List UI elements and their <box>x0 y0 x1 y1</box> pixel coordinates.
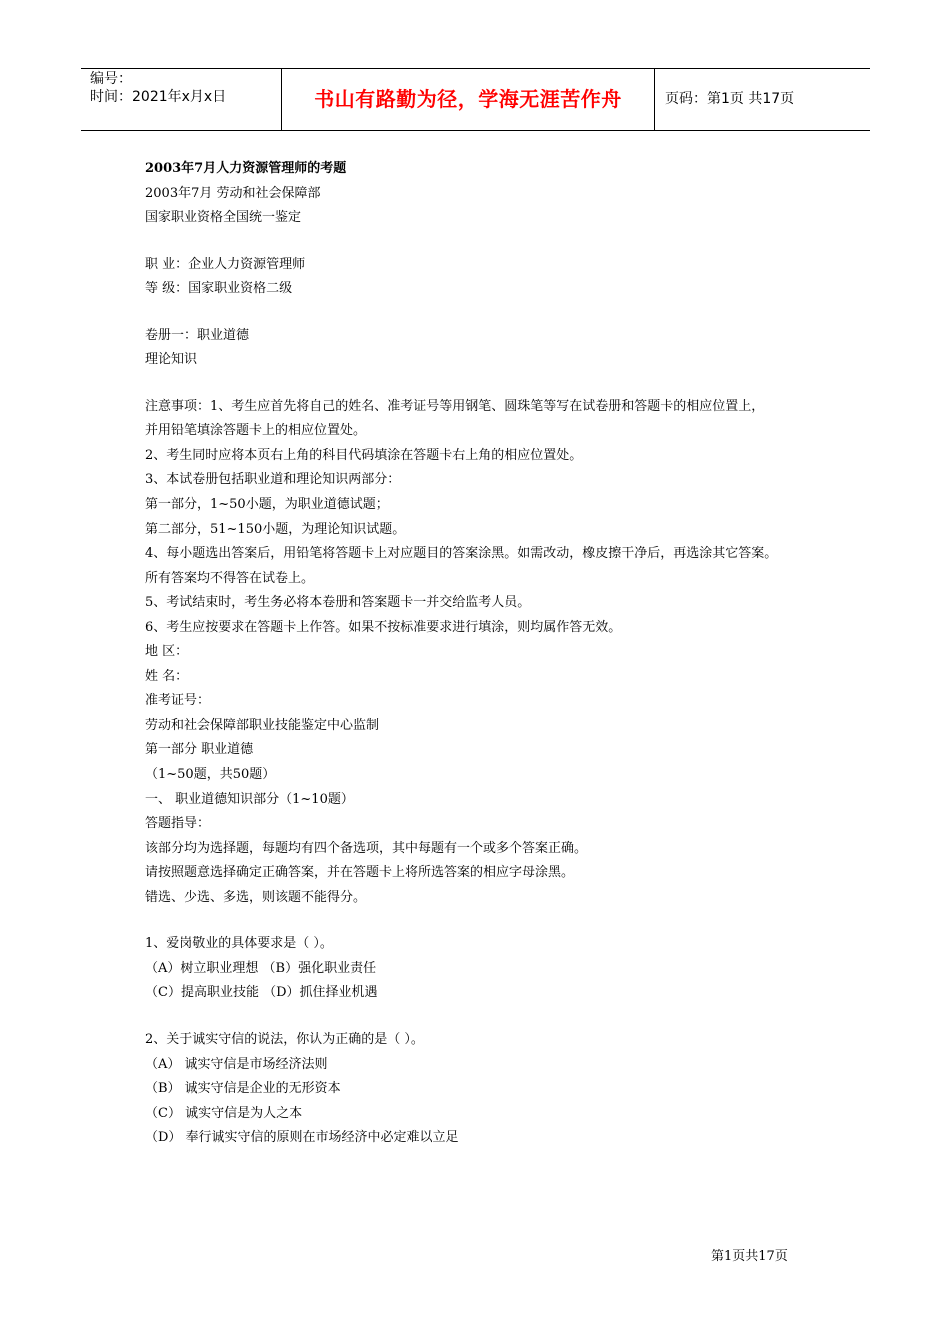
document-body <box>145 157 845 1151</box>
question-option: （A）树立职业理想 （B）强化职业责任 <box>145 960 377 976</box>
text-line: 国家职业资格全国统一鉴定 <box>145 210 302 226</box>
question-option: （B） 诚实守信是企业的无形资本 <box>145 1081 341 1097</box>
instruction-line: 6、考生应按要求在答题卡上作答。如果不按标准要求进行填涂，则均属作答无效。 <box>145 619 622 635</box>
question-text: 2、关于诚实守信的说法，你认为正确的是（ ）。 <box>145 1031 424 1047</box>
instruction-line: 注意事项：1、考生应首先将自己的姓名、准考证号等用钢笔、圆珠笔等写在试卷册和答题卡的相应位置上， <box>145 398 765 414</box>
doc-date-label: 时间：2021年x月x日 <box>90 89 227 105</box>
text-line: 该部分均为选择题，每题均有四个备选项，其中每题有一个或多个答案正确。 <box>145 840 588 856</box>
instruction-line: 并用铅笔填涂答题卡上的相应位置处。 <box>145 423 367 439</box>
motto-text: 书山有路勤为径，学海无涯苦作舟 <box>314 87 622 111</box>
blank-line <box>145 373 845 395</box>
text-line: 理论知识 <box>145 352 198 368</box>
form-field-label: 准考证号： <box>145 693 211 709</box>
header-meta-cell <box>81 69 282 130</box>
doc-title: 2003年7月人力资源管理师的考题 <box>145 161 347 176</box>
instruction-line: 2、考生同时应将本页右上角的科目代码填涂在答题卡右上角的相应位置处。 <box>145 447 583 463</box>
page-footer: 第1页共17页 <box>711 1249 788 1264</box>
question-option: （C） 诚实守信是为人之本 <box>145 1105 303 1121</box>
text-line: 职 业：企业人力资源管理师 <box>145 256 306 272</box>
form-field-label: 地 区： <box>145 644 189 660</box>
instruction-line: 4、每小题选出答案后，用铅笔将答题卡上对应题目的答案涂黑。如需改动，橡皮擦干净后，再选涂其它答案。 <box>145 546 778 562</box>
instruction-line: 5、考试结束时，考生务必将本卷册和答案题卡一并交给监考人员。 <box>145 595 531 611</box>
blank-line <box>145 231 845 253</box>
blank-line <box>145 302 845 324</box>
text-line: 错选、少选、多选，则该题不能得分。 <box>145 889 367 905</box>
text-line: 卷册一：职业道德 <box>145 327 250 343</box>
header-page-cell <box>655 69 870 130</box>
question-option: （D） 奉行诚实守信的原则在市场经济中必定难以立足 <box>145 1130 459 1146</box>
form-field-label: 姓 名： <box>145 668 189 684</box>
section-heading: 第一部分 职业道德 <box>145 742 254 758</box>
question-option: （A） 诚实守信是市场经济法则 <box>145 1056 328 1072</box>
text-line: （1~50题，共50题） <box>145 767 276 783</box>
text-line: 请按照题意选择确定正确答案，并在答题卡上将所选答案的相应字母涂黑。 <box>145 865 575 881</box>
section-heading: 一、 职业道德知识部分（1~10题） <box>145 791 354 807</box>
blank-line <box>145 1006 845 1028</box>
text-line: 等 级：国家职业资格二级 <box>145 281 293 297</box>
question-option: （C）提高职业技能 （D）抓住择业机遇 <box>145 985 378 1001</box>
instruction-line: 3、本试卷册包括职业道和理论知识两部分： <box>145 472 401 488</box>
text-line: 劳动和社会保障部职业技能鉴定中心监制 <box>145 717 380 733</box>
text-line: 2003年7月 劳动和社会保障部 <box>145 185 321 201</box>
doc-number-label: 编号： <box>90 71 132 87</box>
question-text: 1、爱岗敬业的具体要求是（ ）。 <box>145 936 333 952</box>
text-line: 答题指导： <box>145 816 211 832</box>
instruction-line: 第二部分，51~150小题，为理论知识试题。 <box>145 521 406 537</box>
header-page-number: 页码：第1页 共17页 <box>665 91 795 107</box>
header-motto-cell <box>282 69 655 130</box>
instruction-line: 所有答案均不得答在试卷上。 <box>145 570 315 586</box>
document-header <box>81 68 870 131</box>
instruction-line: 第一部分，1~50小题，为职业道德试题； <box>145 497 389 513</box>
blank-line <box>145 910 845 932</box>
